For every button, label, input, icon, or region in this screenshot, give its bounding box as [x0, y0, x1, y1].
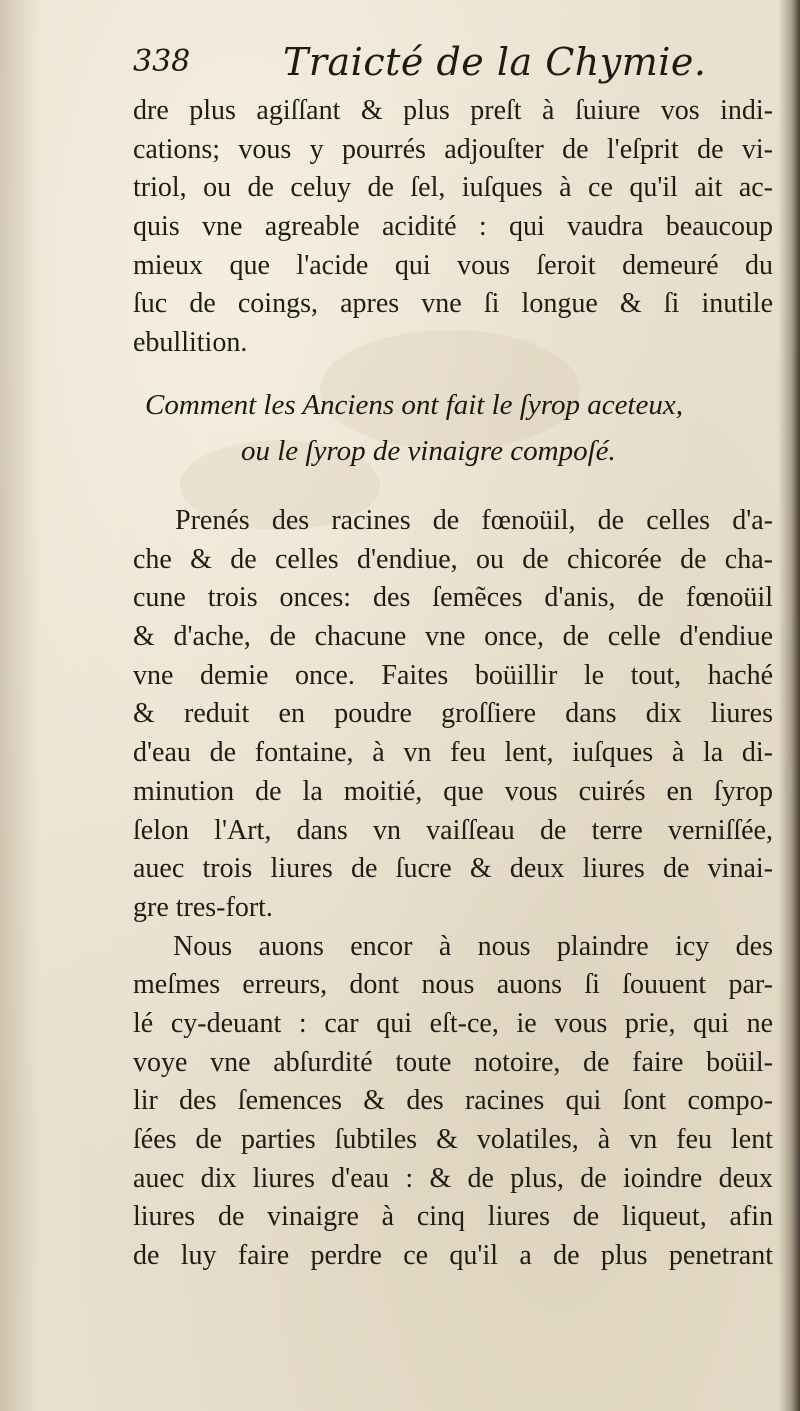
text-line: ſées de parties ſubtiles & volatiles, à vn feu lent	[133, 1124, 773, 1155]
text-line: vne demie once. Faites boüillir le tout, haché	[133, 659, 773, 691]
text-line: & d'ache, de chacune vne once, de celle d'endiue	[133, 621, 773, 653]
text-line: cations; vous y pourrés adjouſter de l'eſprit de vi-	[133, 133, 773, 165]
text-line: che & de celles d'endiue, ou de chicorée de cha-	[133, 543, 773, 575]
recipe-paragraphs	[133, 502, 773, 1276]
page-edge-shadow	[778, 0, 800, 1411]
text-line: dre plus agiſſant & plus preſt à ſuiure vos indi-	[133, 95, 773, 126]
section-heading	[133, 382, 773, 474]
heading-line: ou le ſyrop de vinaigre compoſé.	[241, 435, 616, 467]
text-line: & reduit en poudre groſſiere dans dix liures	[133, 698, 773, 730]
text-line: auec dix liures d'eau : & de plus, de ioindre deux	[133, 1162, 773, 1194]
gutter-shadow	[0, 0, 40, 1411]
text-line: cune trois onces: des ſemẽces d'anis, de fœnoüil	[133, 582, 773, 614]
paragraph-1	[133, 92, 773, 363]
text-line: de luy faire perdre ce qu'il a de plus penetrant	[133, 1240, 773, 1272]
text-line: ebullition.	[133, 327, 248, 359]
page-number: 338	[133, 44, 191, 79]
text-line: minution de la moitié, que vous cuirés en ſyrop	[133, 775, 773, 807]
text-line: d'eau de fontaine, à vn feu lent, iuſques à la di-	[133, 737, 773, 769]
text-line: Nous auons encor à nous plaindre icy des	[173, 930, 773, 962]
text-line: lé cy-deuant : car qui eſt-ce, ie vous prie, qui ne	[133, 1007, 773, 1039]
running-title: Traicté de la Chymie.	[283, 40, 707, 84]
text-line: triol, ou de celuy de ſel, iuſques à ce qu'il ait ac-	[133, 172, 773, 204]
text-line: auec trois liures de ſucre & deux liures de vinai-	[133, 853, 773, 885]
text-line: lir des ſemences & des racines qui ſont compo-	[133, 1085, 773, 1117]
heading-line: Comment les Anciens ont fait le ſyrop aceteux,	[145, 389, 683, 421]
page-header	[133, 40, 707, 88]
text-line: mieux que l'acide qui vous ſeroit demeuré du	[133, 249, 773, 281]
text-line: Prenés des racines de fœnoüil, de celles d'a-	[175, 505, 773, 536]
text-line: liures de vinaigre à cinq liures de liqueut, afin	[133, 1201, 773, 1233]
text-line: voye vne abſurdité toute notoire, de faire boüil-	[133, 1046, 773, 1078]
text-line: quis vne agreable acidité : qui vaudra beaucoup	[133, 211, 773, 243]
text-line: gre tres-fort.	[133, 891, 273, 923]
text-line: meſmes erreurs, dont nous auons ſi ſouuent par-	[133, 969, 773, 1001]
text-line: ſelon l'Art, dans vn vaiſſeau de terre verniſſée,	[133, 814, 773, 846]
text-line: ſuc de coings, apres vne ſi longue & ſi inutile	[133, 288, 773, 320]
